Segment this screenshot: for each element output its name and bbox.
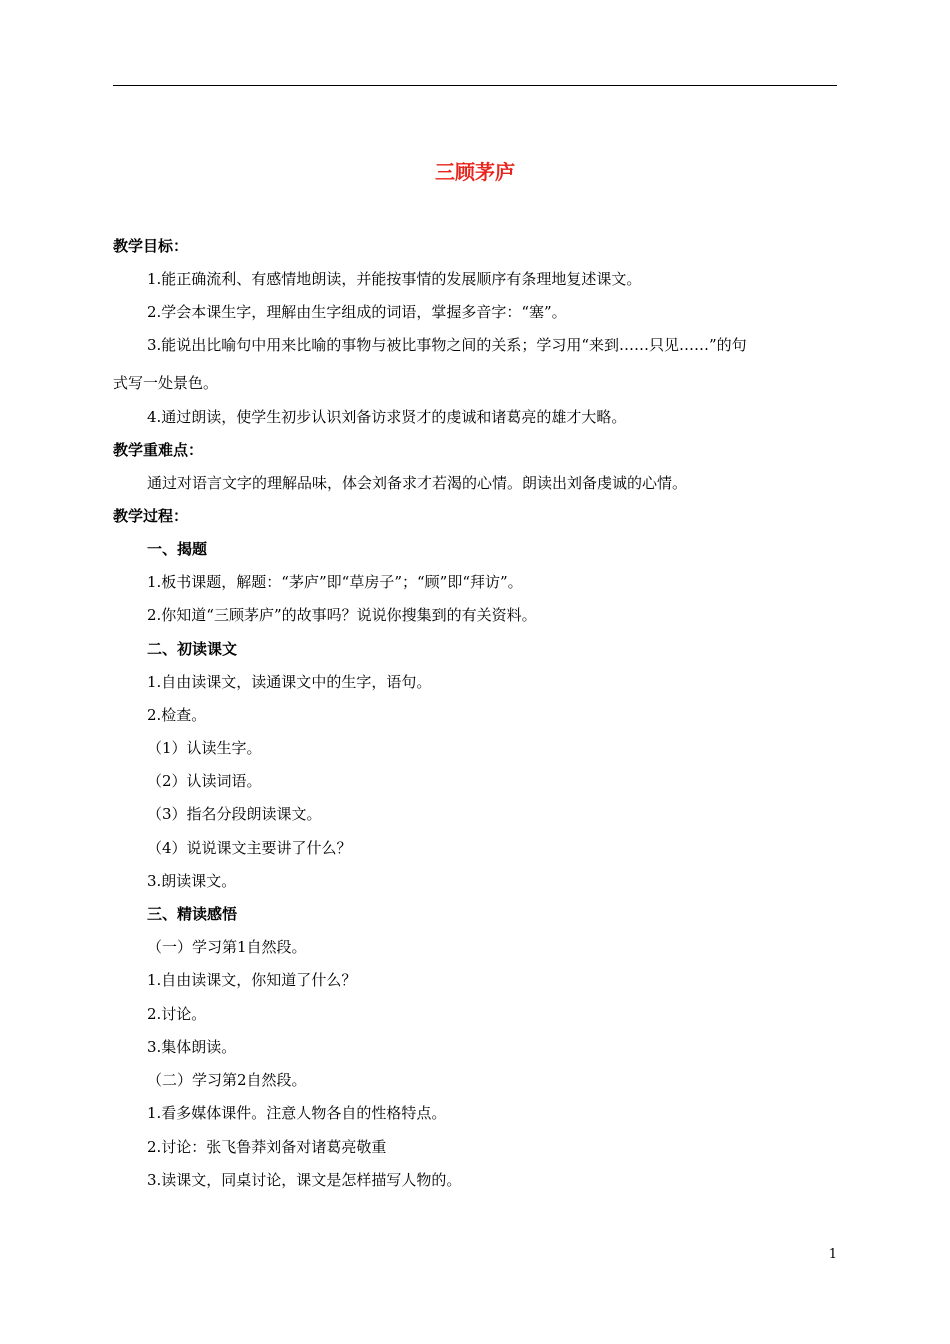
goal-item-1: 1.能正确流利、有感情地朗读，并能按事情的发展顺序有条理地复述课文。 [147, 270, 642, 288]
list-item: （一）学习第1自然段。 [147, 938, 307, 956]
header-rule [113, 85, 837, 86]
goal-item-3-continued: 式写一处景色。 [113, 374, 219, 392]
list-item: 3.集体朗读。 [147, 1038, 237, 1056]
list-item: （1）认读生字。 [147, 739, 262, 757]
list-item: （二）学习第2自然段。 [147, 1071, 307, 1089]
list-item: （2）认读词语。 [147, 772, 262, 790]
list-item: （4）说说课文主要讲了什么？ [147, 839, 352, 857]
subheading-part3: 三、精读感悟 [147, 905, 238, 923]
subheading-part2: 二、初读课文 [147, 640, 238, 658]
list-item: 2.讨论。 [147, 1005, 207, 1023]
section-heading-key-points: 教学重难点： [113, 441, 204, 459]
goal-item-2: 2.学会本课生字，理解由生字组成的词语，掌握多音字：“塞”。 [147, 303, 567, 321]
list-item: 2.你知道“三顾茅庐”的故事吗？说说你搜集到的有关资料。 [147, 606, 537, 624]
section-heading-process: 教学过程： [113, 507, 189, 525]
page-number: 1 [828, 1247, 837, 1262]
section-heading-goals: 教学目标： [113, 237, 189, 255]
list-item: 2.检查。 [147, 706, 207, 724]
list-item: 3.读课文，同桌讨论，课文是怎样描写人物的。 [147, 1171, 462, 1189]
list-item: 1.自由读课文，读通课文中的生字，语句。 [147, 673, 432, 691]
list-item: 2.讨论：张飞鲁莽刘备对诸葛亮敬重 [147, 1138, 387, 1156]
key-points-text: 通过对语言文字的理解品味，体会刘备求才若渴的心情。朗读出刘备虔诚的心情。 [147, 474, 688, 492]
document-title: 三顾茅庐 [435, 160, 515, 184]
list-item: 1.自由读课文，你知道了什么？ [147, 971, 357, 989]
goal-item-4: 4.通过朗读，使学生初步认识刘备访求贤才的虔诚和诸葛亮的雄才大略。 [147, 408, 627, 426]
list-item: 1.看多媒体课件。注意人物各自的性格特点。 [147, 1104, 447, 1122]
list-item: 1.板书课题，解题：“茅庐”即“草房子”；“顾”即“拜访”。 [147, 573, 523, 591]
goal-item-3: 3.能说出比喻句中用来比喻的事物与被比事物之间的关系；学习用“来到……只见……”的句 [147, 336, 747, 354]
list-item: （3）指名分段朗读课文。 [147, 805, 322, 823]
list-item: 3.朗读课文。 [147, 872, 237, 890]
subheading-part1: 一、揭题 [147, 540, 208, 558]
